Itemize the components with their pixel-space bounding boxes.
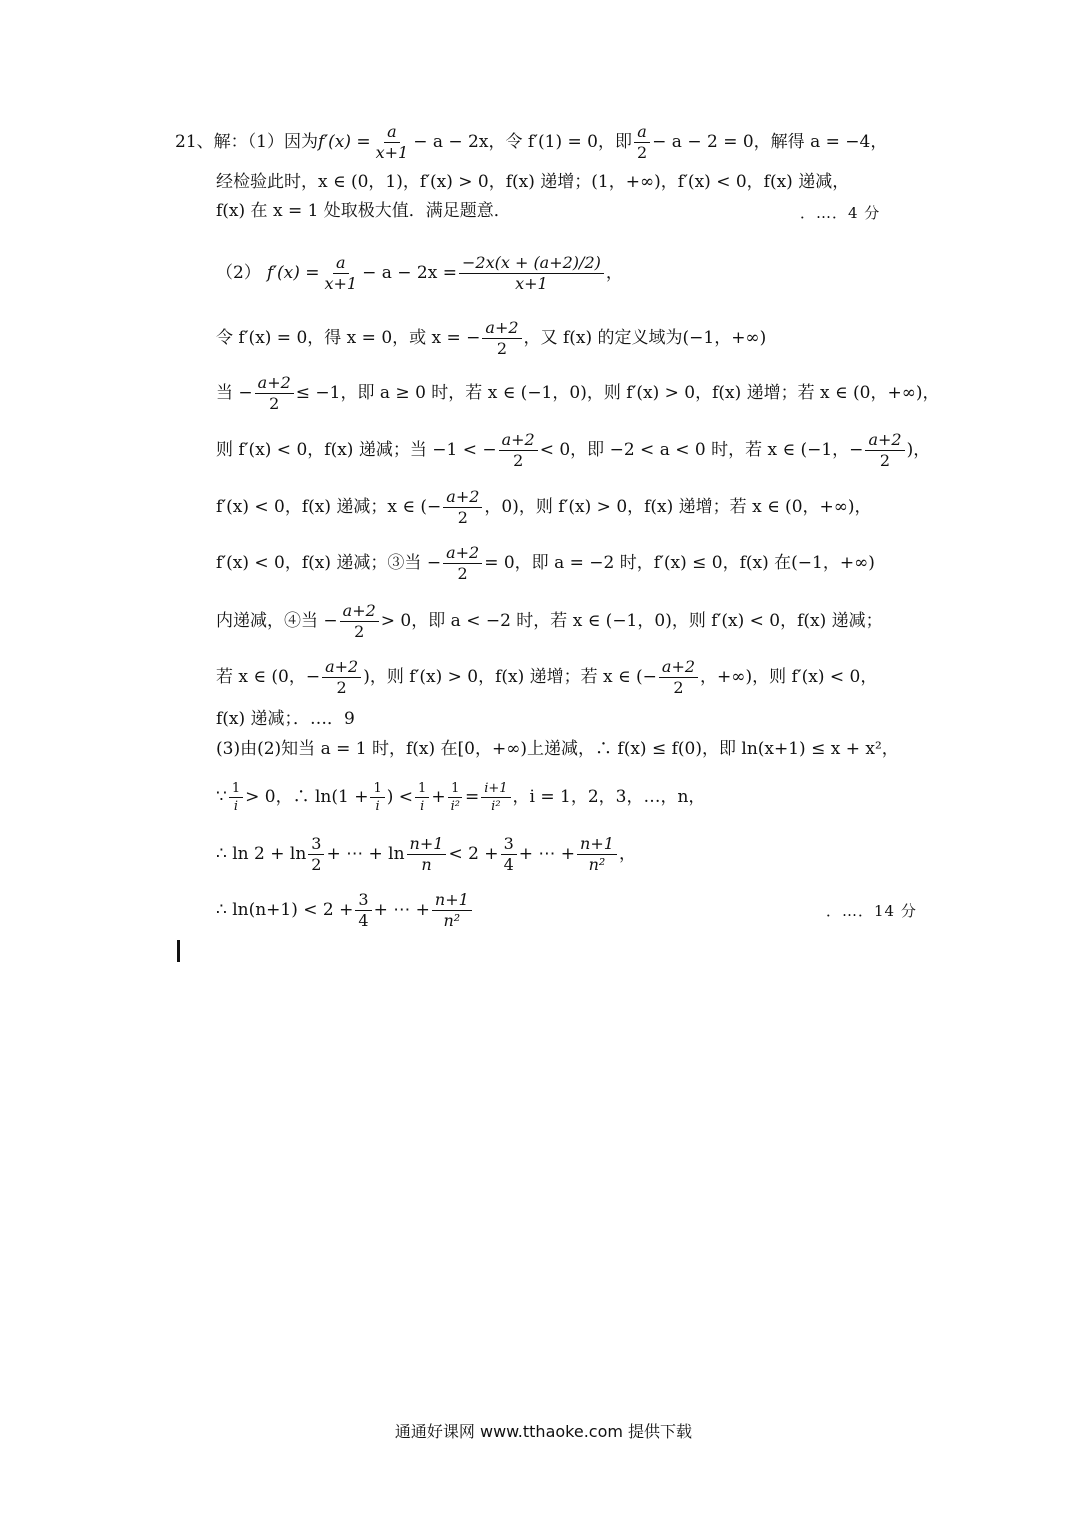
fraction: $\frac{a}{x+1}$: [375, 121, 409, 162]
solution-line-2: 经检验此时，x ∈ (0，1)，f′(x) > 0，f(x) 递增；(1，+∞)，f′(x) < 0，f(x) 递减，: [216, 172, 850, 192]
fraction: $\frac{a+2}{2}$: [322, 659, 361, 696]
solution-line-4: （2） f′(x) = $\frac{a}{x+1}$ − a − 2x = $\frac{-2x(x + (a+2)/2)}{x+1}$ ，: [216, 252, 623, 293]
solution-line-14: ∵ $\frac{1}{i}$ > 0，∴ ln(1 + $\frac{1}{i}$ ) < $\frac{1}{i}$ + $\frac{1}{\text{i²}}$ = $\frac{i+1}{\text{i²}}$ ，i = 1，2，3，…，n，: [216, 780, 706, 814]
solution-line-10: 内递减，④当 − $\frac{a+2}{2}$ > 0，即 a < −2 时，若 x ∈ (−1，0)，则 f′(x) < 0，f(x) 递减；: [216, 600, 883, 641]
solution-line-16: ∴ ln(n+1) < 2 + $\frac{3}{4}$ + ⋯ + $\frac{n+1}{\text{n²}}$: [216, 884, 474, 936]
solution-line-12: f(x) 递减；．…．9: [216, 709, 355, 729]
fraction: $\frac{3}{2}$: [308, 836, 324, 873]
fraction: $\frac{-2x(x + (a+2)/2)}{x+1}$: [459, 255, 604, 292]
fraction: $\frac{a+2}{2}$: [659, 659, 698, 696]
fraction: $\frac{i+1}{\text{i²}}$: [481, 782, 510, 813]
fraction: $\frac{a+2}{2}$: [443, 545, 482, 582]
fraction: $\frac{a+2}{2}$: [340, 603, 379, 640]
score-marker-4: ．…．4 分: [800, 204, 881, 222]
fraction: $\frac{1}{i}$: [415, 782, 429, 813]
fraction: $\frac{a+2}{2}$: [499, 432, 538, 469]
solution-line-9: f′(x) < 0，f(x) 递减；③当 − $\frac{a+2}{2}$ = 0，即 a = −2 时，f′(x) ≤ 0，f(x) 在(−1，+∞): [216, 542, 875, 583]
fraction: $\frac{n+1}{\text{n²}}$: [577, 836, 617, 873]
solution-line-15: ∴ ln 2 + ln $\frac{3}{2}$ + ⋯ + ln $\frac{n+1}{n}$ < 2 + $\frac{3}{4}$ + ⋯ + $\frac{n+1}{\text{n²}}$ ，: [216, 833, 636, 874]
fraction: $\frac{1}{\text{i²}}$: [448, 782, 463, 813]
fraction: $\frac{a}{2}$: [634, 124, 650, 161]
fraction: $\frac{a+2}{2}$: [443, 489, 482, 526]
solution-line-13: (3)由(2)知当 a = 1 时，f(x) 在[0，+∞)上递减，∴ f(x) ≤ f(0)，即 ln(x+1) ≤ x + x²，: [216, 739, 899, 759]
solution-line-6: 当 − $\frac{a+2}{2}$ ≤ −1，即 a ≥ 0 时，若 x ∈ (−1，0)，则 f′(x) > 0，f(x) 递增；若 x ∈ (0，+∞)，: [216, 372, 940, 413]
part-label: （2）: [216, 263, 261, 283]
fraction: $\frac{1}{i}$: [370, 782, 384, 813]
solution-line-1: 21、解：（1）因为 f′(x) = $\frac{a}{x+1}$ − a − 2x，令 f′(1) = 0，即 $\frac{a}{2}$ − a − 2 = 0，解得 a = −4，: [175, 121, 888, 162]
fraction: $\frac{1}{i}$: [229, 782, 243, 813]
fraction: $\frac{n+1}{\text{n²}}$: [432, 892, 472, 929]
text-cursor: [177, 940, 180, 962]
footer-credit: 通通好课网 www.tthaoke.com 提供下载: [394, 1422, 693, 1441]
solution-line-8: f′(x) < 0，f(x) 递减；x ∈ (− $\frac{a+2}{2}$ ，0)，则 f′(x) > 0，f(x) 递增；若 x ∈ (0，+∞)，: [216, 486, 872, 527]
solution-line-5: 令 f′(x) = 0，得 x = 0，或 x = − $\frac{a+2}{2}$ ，又 f(x) 的定义域为(−1，+∞): [216, 317, 767, 358]
score-marker-14: ．…．14 分: [826, 902, 917, 920]
fraction: $\frac{n+1}{n}$: [407, 836, 447, 873]
solution-line-3: f(x) 在 x = 1 处取极大值．满足题意．: [216, 201, 511, 221]
solution-line-11: 若 x ∈ (0，− $\frac{a+2}{2}$ )，则 f′(x) > 0，f(x) 递增；若 x ∈ (− $\frac{a+2}{2}$ ，+∞)，则 f′(x) < 0，: [216, 656, 878, 697]
solution-line-7: 则 f′(x) < 0，f(x) 递减；当 −1 < − $\frac{a+2}{2}$ < 0，即 −2 < a < 0 时，若 x ∈ (−1，− $\frac{a+2}{2}$ )，: [216, 429, 931, 470]
fraction: $\frac{3}{4}$: [355, 892, 371, 929]
fraction: $\frac{3}{4}$: [501, 836, 517, 873]
fraction: $\frac{a+2}{2}$: [255, 375, 294, 412]
problem-number-label: 21、解：（1）因为: [175, 132, 318, 152]
fraction: $\frac{a}{x+1}$: [324, 252, 358, 293]
fraction: $\frac{a+2}{2}$: [482, 320, 521, 357]
fraction: $\frac{a+2}{2}$: [865, 432, 904, 469]
